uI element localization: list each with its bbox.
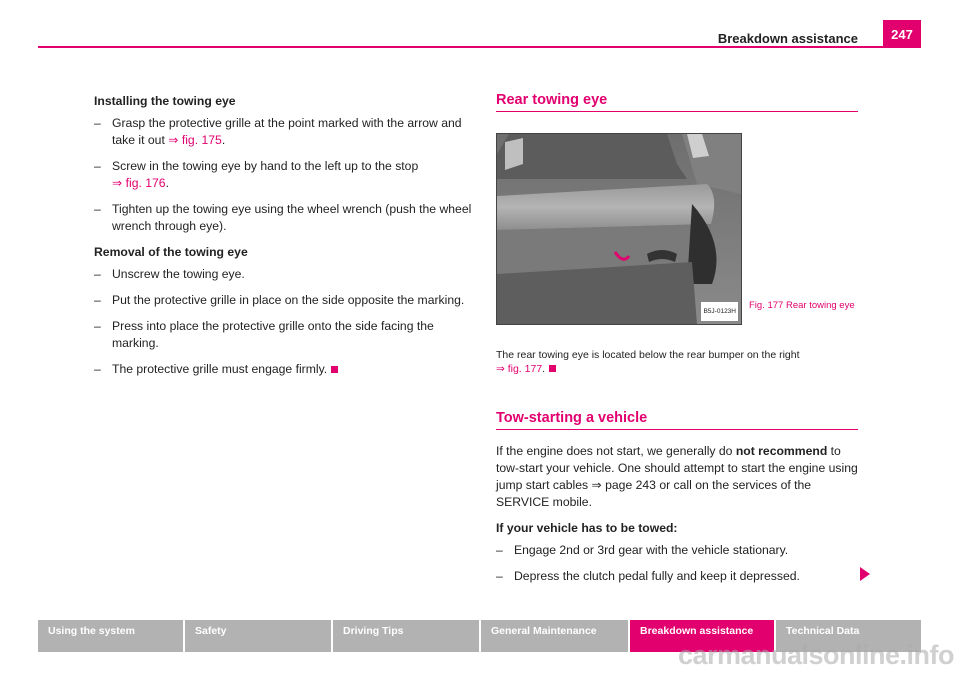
fig-176-link[interactable]: ⇒ fig. 176: [112, 176, 166, 190]
install-step: [94, 201, 474, 235]
dash-marker: –: [94, 293, 101, 307]
towed-step: [496, 542, 858, 559]
rear-towing-eye-title: Rear towing eye: [496, 92, 858, 112]
install-step: [94, 115, 474, 149]
fig-175-link[interactable]: ⇒ fig. 175: [168, 133, 222, 147]
next-page-arrow-icon[interactable]: [860, 567, 870, 581]
install-heading: Installing the towing eye: [94, 94, 236, 108]
step-text: Grasp the protective grille at the point marked with the arrow and take it out: [112, 116, 462, 147]
removal-heading: Removal of the towing eye: [94, 245, 248, 259]
dash-marker: –: [94, 319, 101, 333]
tab-breakdown-assistance[interactable]: Breakdown assistance: [630, 620, 774, 652]
dash-marker: –: [496, 543, 503, 557]
dash-marker: –: [94, 267, 101, 281]
watermark: carmanualsonline.info: [677, 640, 954, 670]
tab-safety[interactable]: Safety: [185, 620, 331, 652]
tow-text-b: to tow-start your vehicle. One should attempt to start the engine using jump start cables ⇒ page 243 or call on the services of the SERVICE mobile.: [496, 444, 858, 509]
tab-technical-data[interactable]: Technical Data: [776, 620, 921, 652]
towed-heading: If your vehicle has to be towed:: [496, 521, 678, 535]
rear-bumper-illustration: [496, 133, 742, 325]
step-text: Screw in the towing eye by hand to the left up to the stop: [112, 159, 419, 173]
right-column: [496, 92, 858, 585]
step-text: Engage 2nd or 3rd gear with the vehicle stationary.: [514, 543, 789, 557]
figure-caption: Fig. 177 Rear towing eye: [749, 300, 855, 311]
page-number-badge: 247: [883, 20, 921, 47]
page-header-title: Breakdown assistance: [717, 31, 858, 46]
left-column: [94, 93, 474, 378]
section-end-marker: [331, 366, 338, 373]
tow-text-a: If the engine does not start, we generally do: [496, 444, 736, 458]
step-text-end: .: [221, 133, 226, 147]
tow-starting-paragraph: [496, 443, 858, 511]
towed-step: [496, 568, 858, 585]
dash-marker: –: [94, 202, 101, 216]
dash-marker: –: [94, 116, 101, 130]
removal-step: [94, 318, 474, 352]
rear-bumper-drawing: [497, 134, 741, 324]
step-text: Unscrew the towing eye.: [112, 267, 245, 281]
tab-driving-tips[interactable]: Driving Tips: [333, 620, 479, 652]
section-end-marker: [549, 365, 556, 372]
step-text: Tighten up the towing eye using the wheel wrench (push the wheel wrench through eye).: [112, 202, 472, 233]
rear-towing-eye-text: The rear towing eye is located below the rear bumper on the right ⇒ fig. 177.: [496, 349, 800, 375]
step-text: Press into place the protective grille onto the side facing the marking.: [112, 319, 434, 350]
rear-text: The rear towing eye is located below the rear bumper on the right: [496, 349, 800, 361]
header-divider: [38, 46, 921, 48]
install-step: [94, 158, 474, 192]
step-text: Put the protective grille in place on the side opposite the marking.: [112, 293, 465, 307]
removal-step: [94, 266, 474, 283]
removal-step: [94, 361, 474, 378]
step-text: The protective grille must engage firmly.: [112, 362, 328, 376]
removal-step: [94, 292, 474, 309]
step-text: Depress the clutch pedal fully and keep it depressed.: [514, 569, 800, 583]
tab-using-the-system[interactable]: Using the system: [38, 620, 183, 652]
tow-starting-title: Tow-starting a vehicle: [496, 410, 858, 430]
dash-marker: –: [496, 569, 503, 583]
step-text-end: .: [165, 176, 169, 190]
figure-177-block: [496, 133, 858, 325]
fig-177-link[interactable]: ⇒ fig. 177: [496, 363, 543, 375]
dash-marker: –: [94, 159, 101, 173]
not-recommend-bold: not recommend: [735, 444, 828, 458]
dash-marker: –: [94, 362, 101, 376]
figure-code-label: B5J-0123H: [700, 301, 739, 322]
tab-general-maintenance[interactable]: General Maintenance: [481, 620, 628, 652]
